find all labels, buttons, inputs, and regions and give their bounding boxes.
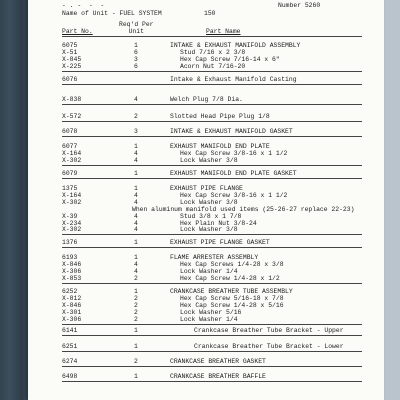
assembly-name: CRANKCASE BREATHER TUBE ASSEMBLY: [170, 288, 293, 295]
part-name: Welch Plug 7/8 Dia.: [170, 96, 243, 103]
quantity: 4: [134, 156, 138, 164]
row-divider: [62, 71, 362, 72]
assembly-name: EXHAUST PIPE FLANGE: [170, 185, 243, 192]
col-part-no-header: Part No.: [62, 28, 93, 35]
part-name: Acorn Nut 7/16-20: [180, 62, 246, 70]
part-number: X-164: [62, 149, 82, 157]
quantity: 1: [134, 327, 138, 334]
part-number: 6251: [62, 343, 78, 350]
part-number: X-845: [62, 55, 82, 63]
row-divider: [62, 165, 362, 166]
quantity: 1: [134, 170, 138, 177]
assembly-name: CRANKCASE BREATHER GASKET: [170, 358, 266, 365]
part-number: X-302: [62, 156, 82, 164]
part-number: 6077: [62, 143, 78, 150]
part-number: X-846: [62, 301, 82, 309]
col-part-name-header: Part Name: [206, 28, 241, 35]
part-number: 6076: [62, 76, 78, 83]
quantity: 4: [134, 212, 138, 220]
row-divider: [62, 178, 362, 179]
quantity: 4: [134, 226, 138, 234]
row-divider: [62, 351, 362, 352]
page-edge: [384, 0, 400, 400]
part-number: X-812: [62, 294, 82, 302]
unit-name: Name of Unit - FUEL SYSTEM: [62, 10, 162, 17]
quantity: 1: [134, 343, 138, 350]
row-divider: [62, 283, 362, 284]
part-name: Crankcase Breather Tube Bracket - Upper: [194, 327, 344, 334]
quantity: 4: [134, 96, 138, 103]
part-number: 6075: [62, 42, 78, 49]
part-number: X-306: [62, 267, 82, 275]
part-name: Hex Cap Screws 1/4-28 x 3/8: [180, 260, 284, 268]
assembly-name: EXHAUST PIPE FLANGE GASKET: [170, 239, 270, 246]
part-name: Stud 7/16 x 2 3/8: [180, 48, 246, 56]
row-divider: [62, 136, 362, 137]
quantity: 6: [134, 48, 138, 56]
part-number: 6078: [62, 128, 78, 135]
quantity: 4: [134, 198, 138, 206]
row-divider: [62, 121, 362, 122]
assembly-name: EXHAUST MANIFOLD END PLATE: [170, 143, 270, 150]
part-number: X-302: [62, 198, 82, 206]
part-name: Lock Washer 3/8: [180, 198, 238, 206]
top-fragment: - . - - -: [62, 2, 109, 9]
quantity: 4: [134, 191, 138, 199]
quantity: 1: [134, 373, 138, 380]
part-number: 6252: [62, 288, 78, 295]
assembly-name: EXHAUST MANIFOLD END PLATE GASKET: [170, 170, 297, 177]
document-number: Number 5260: [278, 2, 321, 9]
quantity: 1: [134, 143, 138, 150]
quantity: 4: [134, 260, 138, 268]
part-number: 1376: [62, 239, 78, 246]
unit-number: 150: [204, 10, 216, 17]
part-name: Stud 3/8 x 1 7/8: [180, 212, 242, 220]
quantity: 1: [134, 239, 138, 246]
part-name: Crankcase Breather Tube Bracket - Lower: [194, 343, 344, 350]
part-name: Lock Washer 3/8: [180, 156, 238, 164]
quantity: 2: [134, 294, 138, 302]
part-name: Slotted Head Pipe Plug 1/8: [170, 113, 270, 120]
part-number: X-51: [62, 48, 78, 56]
quantity: 3: [134, 55, 138, 63]
part-number: 6498: [62, 373, 78, 380]
row-divider: [62, 234, 362, 235]
part-name: Hex Cap Screw 3/8-16 x 1 1/2: [180, 191, 288, 199]
quantity: 1: [134, 254, 138, 261]
col-reqd-header: Req'd Per Unit: [119, 21, 154, 36]
quantity: 1: [134, 288, 138, 295]
part-number: X-853: [62, 274, 82, 282]
part-name: Lock Washer 5/16: [180, 308, 242, 316]
part-number: X-225: [62, 62, 82, 70]
row-divider: [62, 104, 362, 105]
part-number: X-234: [62, 219, 82, 227]
part-number: X-164: [62, 191, 82, 199]
part-name: Hex Cap Screw 3/8-16 x 1 1/2: [180, 149, 288, 157]
row-divider: [62, 381, 362, 382]
quantity: 4: [134, 219, 138, 227]
quantity: 2: [134, 315, 138, 323]
part-number: X-301: [62, 308, 82, 316]
quantity: 3: [134, 128, 138, 135]
part-name: Lock Washer 1/4: [180, 267, 238, 275]
quantity: 2: [134, 113, 138, 120]
row-divider: [62, 335, 362, 336]
quantity: 4: [134, 149, 138, 157]
part-number: 1375: [62, 185, 78, 192]
quantity: 2: [134, 308, 138, 316]
part-number: 6079: [62, 170, 78, 177]
part-number: X-39: [62, 212, 78, 220]
row-divider: [62, 84, 362, 85]
part-name: Hex Cap Screw 5/16-18 x 7/8: [180, 294, 284, 302]
part-name: Intake & Exhaust Manifold Casting: [170, 76, 297, 83]
part-number: 6193: [62, 254, 78, 261]
quantity: 1: [134, 185, 138, 192]
part-number: X-846: [62, 260, 82, 268]
row-divider: [62, 247, 362, 248]
part-name: Lock Washer 1/4: [180, 315, 238, 323]
part-name: Hex Cap Screw 1/4-28 x 5/16: [180, 301, 284, 309]
row-divider: [62, 366, 362, 367]
part-number: 6141: [62, 327, 78, 334]
quantity: 6: [134, 62, 138, 70]
quantity: 2: [134, 274, 138, 282]
assembly-name: INTAKE & EXHAUST MANIFOLD GASKET: [170, 128, 293, 135]
quantity: 2: [134, 358, 138, 365]
part-number: 6274: [62, 358, 78, 365]
quantity: 1: [134, 42, 138, 49]
part-name: Hex Cap Screw 7/16-14 x 6": [180, 55, 280, 63]
part-number: X-838: [62, 96, 82, 103]
assembly-name: FLAME ARRESTER ASSEMBLY: [170, 254, 259, 261]
parts-list-page: [28, 0, 384, 400]
quantity: 4: [134, 267, 138, 275]
quantity: 2: [134, 301, 138, 309]
header-rule: [62, 36, 362, 37]
assembly-name: CRANKCASE BREATHER BAFFLE: [170, 373, 266, 380]
part-name: Hex Plain Nut 3/8-24: [180, 219, 257, 227]
assembly-name: INTAKE & EXHAUST MANIFOLD ASSEMBLY: [170, 42, 301, 49]
part-name: Hex Cap Screw 1/4-28 x 1/2: [180, 274, 280, 282]
part-number: X-572: [62, 113, 82, 120]
part-number: X-302: [62, 226, 82, 234]
part-name: Lock Washer 3/8: [180, 226, 238, 234]
row-divider: [62, 324, 362, 325]
part-number: X-306: [62, 315, 82, 323]
substitution-note: When aluminum manifold used items (25-26-27 replace 22-23): [132, 205, 355, 213]
